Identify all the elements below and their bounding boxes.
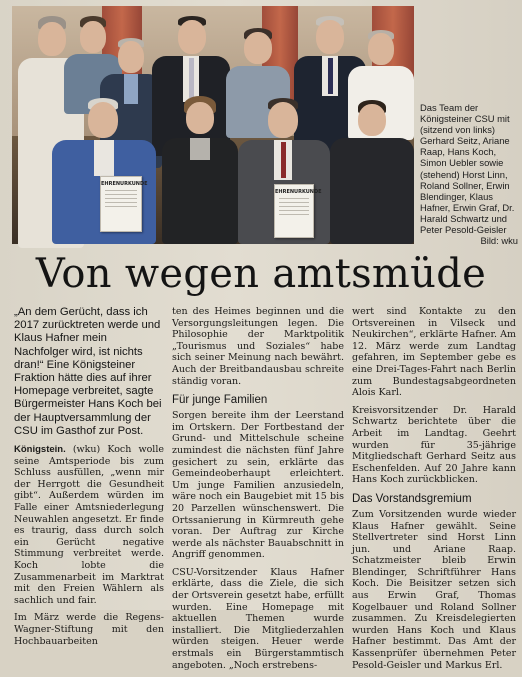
article-column-1 (14, 306, 164, 653)
article-paragraph (14, 444, 164, 606)
article-paragraph: ten des Heimes beginnen und die Versorgungsleitungen legen. Die Philosophie der Marktpolitik „Tourismus und Soziales“ habe sich seiner Meinung nach bewährt. Auch der Breitbandausbau schreite ständig voran. (172, 306, 344, 387)
caption-credit: Bild: wku (480, 235, 518, 247)
article-paragraph: CSU-Vorsitzender Klaus Hafner erklärte, dass die Ziele, die sich der Ortsverein gesetzt habe, erfüllt wurden. Eine Homepage mit aktuellen Themen wurde installiert. Die Mitgliederzahlen würden steigen. Heuer werde erstmals ein Bürgerstammtisch angeboten. „Noch erstrebens- (172, 566, 344, 671)
article-paragraph: Im März werde die Regens-Wagner-Stiftung mit den Hochbauarbeiten (14, 612, 164, 647)
certificate-title: EHRENURKUNDE (101, 181, 148, 187)
article-column-3 (352, 306, 516, 677)
article-column-2 (172, 306, 344, 677)
group-photo (12, 6, 414, 244)
dateline: Königstein. (14, 444, 66, 456)
article-headline: Von wegen amtsmüde (35, 251, 487, 297)
article-paragraph: Kreisvorsitzender Dr. Harald Schwartz berichtete über die Arbeit im Landtag. Geehrt wurden für 35-jährige Mitgliedschaft Gerhard Seitz aus Eschenfelden. Auf 20 Jahre kann Hans Koch zurückblicken. (352, 404, 516, 486)
section-subhead: Für junge Familien (172, 394, 268, 407)
photo-caption (420, 102, 518, 246)
article-paragraph: Zum Vorsitzenden wurde wieder Klaus Hafner gewählt. Seine Stellvertreter sind Horst Linn jun. und Ariane Raap. Schatzmeister bleib Erwin Blendinger, Schriftführer Hans Koch. Die Beisitzer setzen sich aus Erwin Graf, Thomas Kogelbauer und Roland Sollner zusammen. Zu Kreisdelegierten wurden Hans Koch und Klaus Hafner bestimmt. Das Amt der Kassenprüfer übernehmen Peter Pesold-Geisler und Markus Erl. (352, 508, 516, 671)
certificate-title: EHRENURKUNDE (275, 189, 322, 195)
section-subhead: Das Vorstandsgremium (352, 492, 472, 505)
seated-person (330, 100, 414, 244)
certificate (274, 184, 322, 238)
paragraph-text: (wku) Koch wolle seine Amtsperiode bis zum Schluss ausfüllen, „wenn mir der Herrgott die Gesundheit gibt“. Außerdem würden im Falle einer Amtsniederlegung Neuwahlen angesetzt. Er finde es traurig, dass durch solch ein Gerücht negative Stimmung verbreitet werde. Koch lobte die Zusammenarbeit im Marktrat mit den Freien Wählern als sachlich und fair. (14, 444, 164, 606)
certificate (100, 176, 148, 232)
article-lede: „An dem Gerücht, dass ich 2017 zurücktreten werde und Klaus Hafner mein Nachfolger wird, ist nichts dran!“ Eine Königsteiner Fraktion hätte dies auf ihrer Homepage verbreitet, sagte Bürgermeister Hans Koch bei der Hauptversammlung der CSU im Gasthof zur Post. (14, 306, 162, 437)
article-paragraph: wert sind Kontakte zu den Ortsvereinen in Vilseck und Neukirchen“, erklärte Hafner. Am 12. März werde zum Landtag gefahren, im September gebe es eine Drei-Tages-Fahrt nach Berlin zum Bundestagsabgeordneten Alois Karl. (352, 306, 516, 399)
seated-person (162, 96, 238, 244)
caption-text: Das Team der Königsteiner CSU mit (sitzend von links) Gerhard Seitz, Ariane Raap, Hans Koch, Simon Uebler sowie (stehend) Horst Linn, Roland Sollner, Erwin Blendinger, Klaus Hafner, Erwin Graf, Dr. Harald Schwartz und Peter Pesold-Geisler (420, 102, 515, 236)
article-paragraph: Sorgen bereite ihm der Leerstand im Ortskern. Der Fortbestand der Grund- und Mittelschule scheine zumindest die nächsten fünf Jahre gesichert zu sein, erklärte das Gemeindeoberhaupt erleichtert. Um junge Familien anzusiedeln, wäre noch ein Baugebiet mit 15 bis 20 Parzellen wünschenswert. Die Ortssanierung in Kürmreuth gehe voran. Der Auftrag zur Kirche werde als nächster Bauabschnitt in Angriff genommen. (172, 410, 344, 561)
